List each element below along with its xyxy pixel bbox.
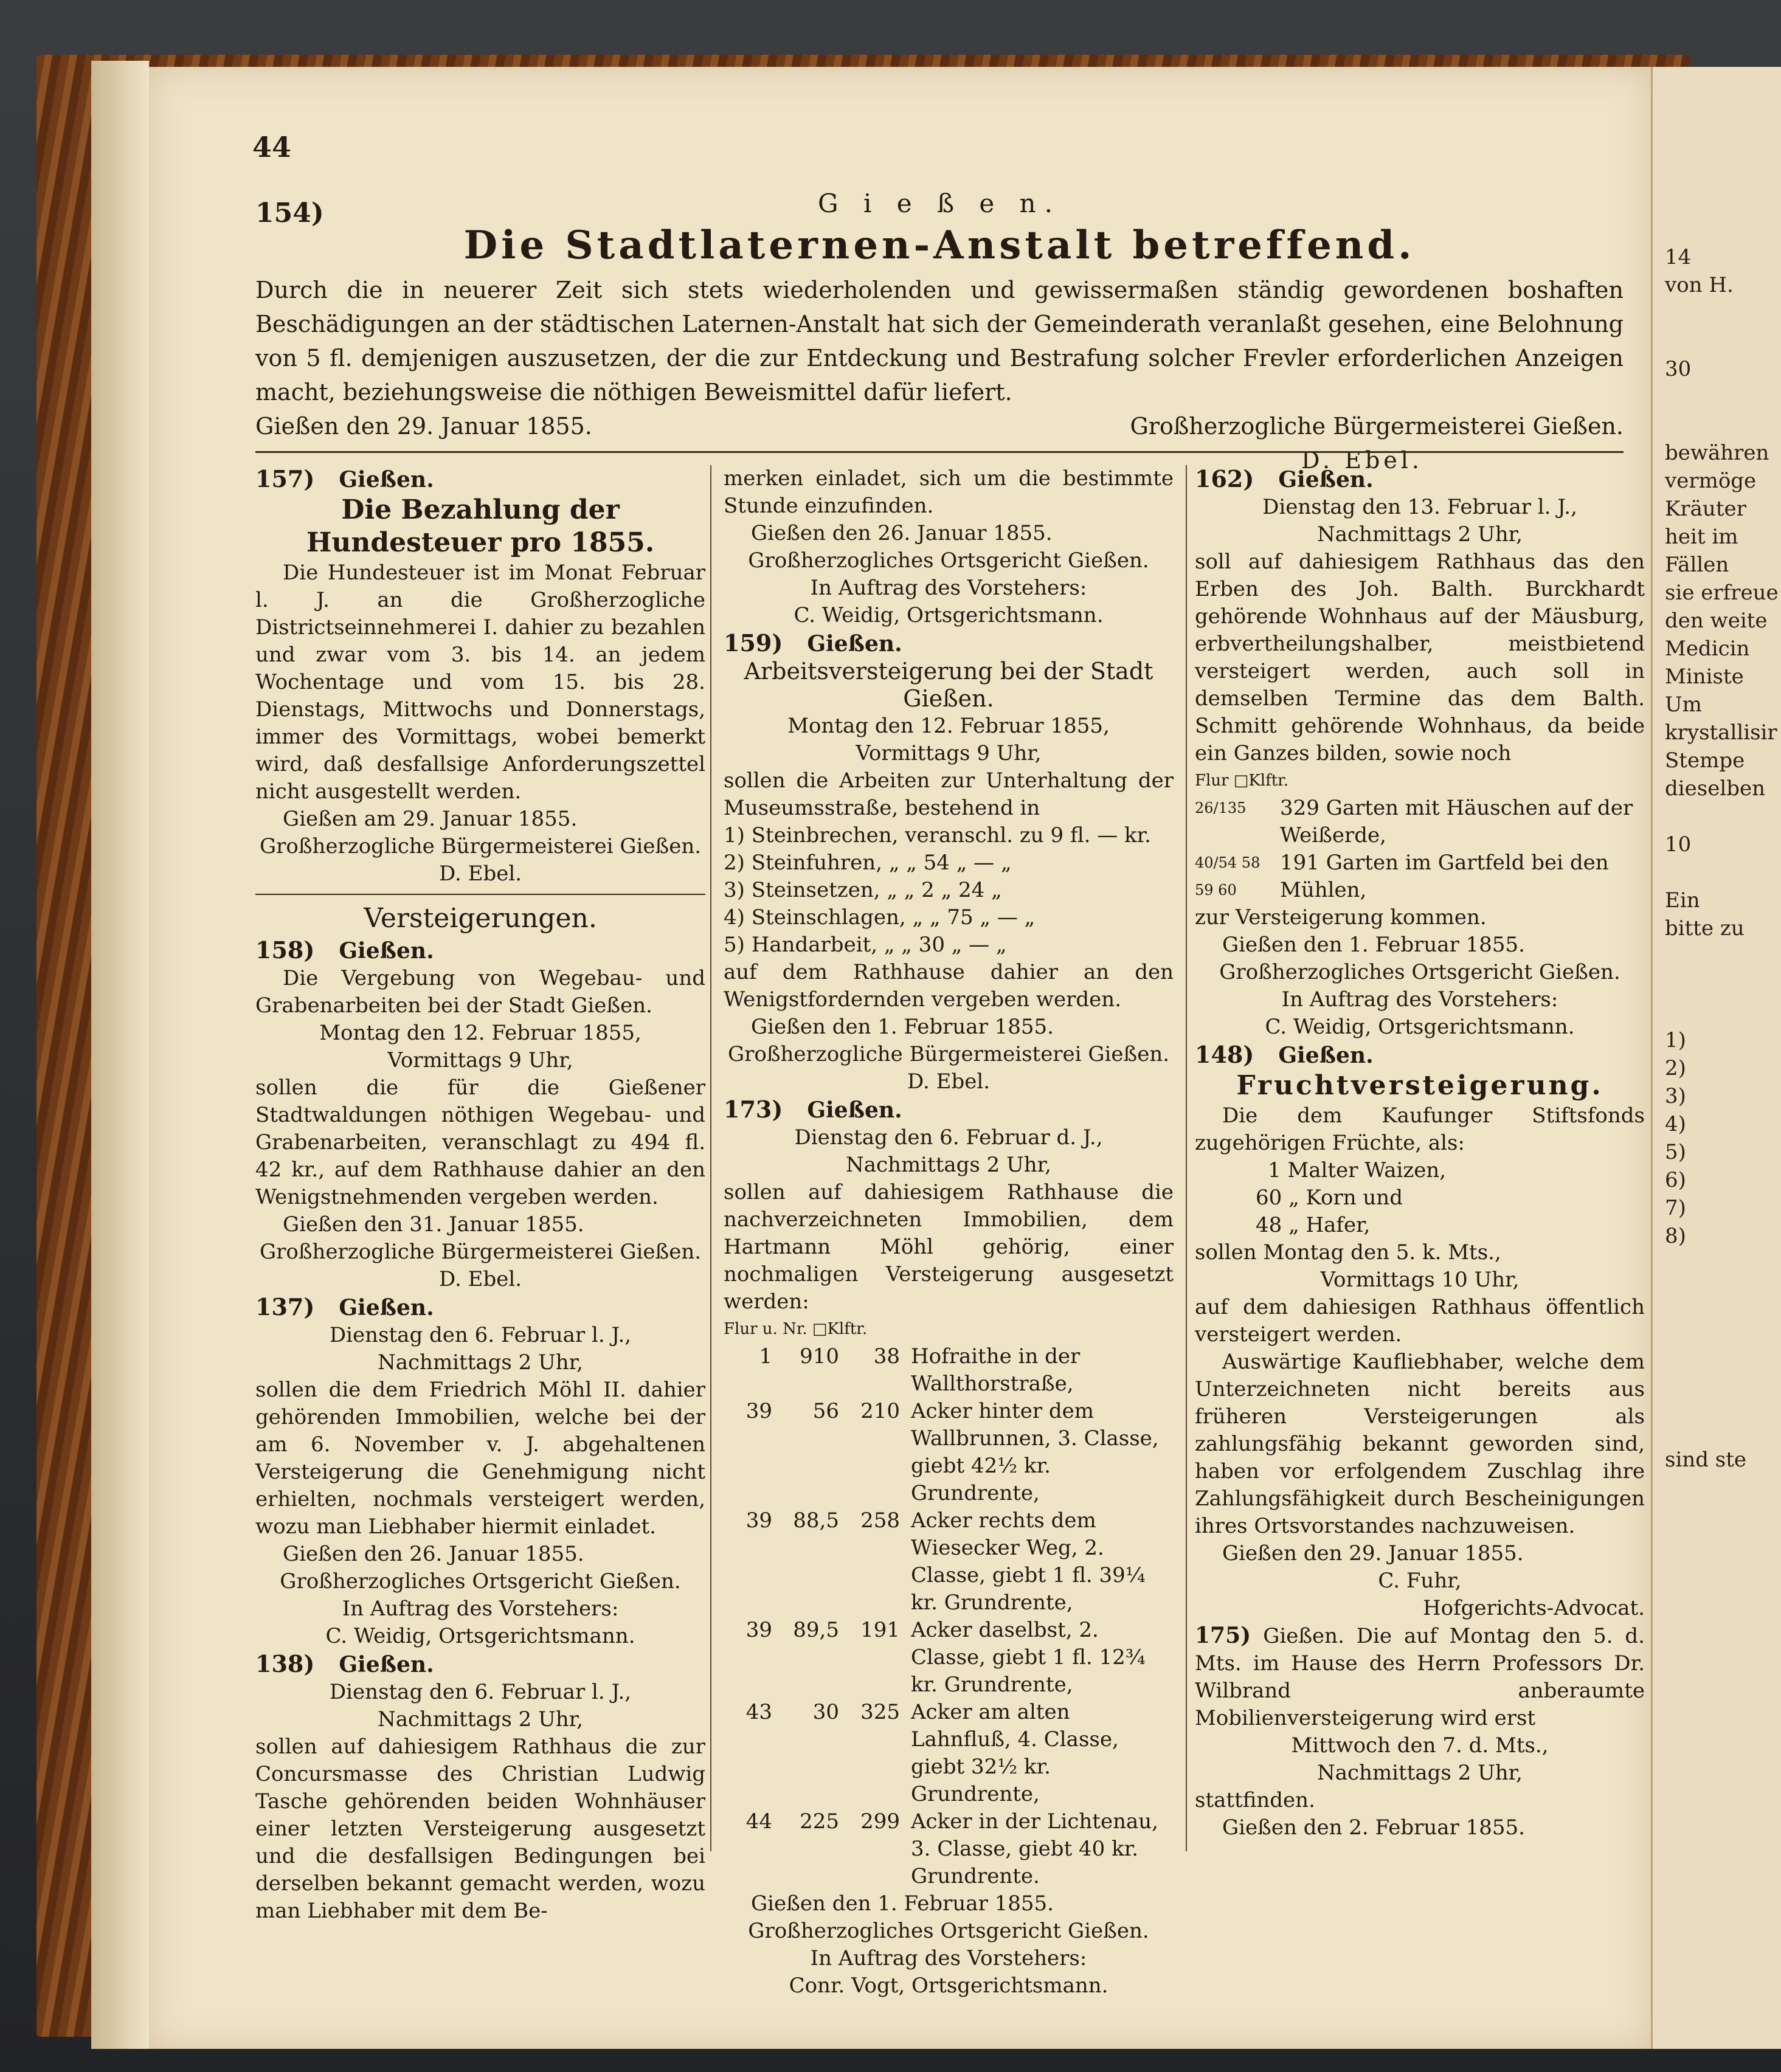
table-cell: 210	[860, 1399, 900, 1423]
header-rule	[255, 451, 1624, 453]
notice-body: merken einladet, sich um die bestimmte Stunde einzufinden.	[724, 466, 1174, 518]
notice-city: Gießen.	[1278, 1043, 1374, 1068]
notice-time: Nachmittags 2 Uhr,	[845, 1153, 1051, 1177]
table-cell: 40/54 58 59 60	[1195, 854, 1261, 899]
notice-office: Großherzogliche Bürgermeisterei Gießen.	[727, 1042, 1170, 1066]
list-item: 5) Handarbeit, „ „ 30 „ — „	[724, 933, 1007, 957]
notice-time: Nachmittags 2 Uhr,	[377, 1350, 583, 1375]
notice-signer: D. Ebel.	[1301, 447, 1423, 474]
column-separator	[710, 465, 711, 1851]
notice-date: Gießen den 31. Januar 1855.	[283, 1212, 584, 1237]
notice-date: Gießen den 1. Februar 1855.	[751, 1015, 1054, 1039]
notice-city: Gießen.	[807, 1097, 902, 1123]
notice-body: Die Vergebung von Wegebau- und Grabenarbeiten bei der Stadt Gießen.	[255, 966, 705, 1018]
notice-city: Gießen.	[339, 938, 434, 964]
notice-number: 138)	[255, 1650, 315, 1677]
table-cell: 191 Garten im Gartfeld bei den Mühlen,	[1280, 851, 1609, 902]
table-cell: 88,5	[793, 1508, 839, 1533]
notice-number: 158)	[255, 936, 315, 964]
notice-time: Nachmittags 2 Uhr,	[1316, 1761, 1523, 1785]
notice-body: auf dem dahiesigen Rathhaus öffentlich versteigert werden.	[1195, 1295, 1645, 1347]
notice-time: Vormittags 9 Uhr,	[856, 741, 1042, 765]
table-cell: 39	[745, 1508, 772, 1533]
column-2	[724, 465, 1174, 2000]
notice-time: Vormittags 10 Uhr,	[1320, 1268, 1520, 1292]
notice-commission: In Auftrag des Vorstehers:	[1281, 987, 1558, 1012]
notice-date: Gießen den 26. Januar 1855.	[751, 521, 1053, 545]
notice-body: Durch die in neuerer Zeit sich stets wiederholenden und gewissermaßen ständig gewordenen boshaften Beschädigungen an der städtischen Laternen-Anstalt hat sich der Gemeinderath veranlaßt gesehen, eine Belohnung von 5 fl. demjenigen auszusetzen, der die zur Entdeckung und Bestrafung solcher Frevler erforderlichen Anzeigen macht, beziehungsweise die nöthigen Beweismittel dafür liefert.	[255, 277, 1624, 406]
list-item: 60 „ Korn und	[1256, 1186, 1403, 1210]
list-item: 48 „ Hafer,	[1256, 1213, 1371, 1237]
notice-date: Gießen den 1. Februar 1855.	[1222, 933, 1525, 957]
property-table	[724, 1343, 1174, 1890]
notice-city: Gießen.	[339, 1652, 434, 1677]
notice-title: Fruchtversteigerung.	[1236, 1070, 1603, 1101]
notice-time: Nachmittags 2 Uhr,	[377, 1707, 583, 1732]
notice-date: Dienstag den 6. Februar d. J.,	[794, 1125, 1103, 1150]
notice-body: sollen die für die Gießener Stadtwaldungen nöthigen Wegebau- und Grabenarbeiten, veranschlagt zu 494 fl. 42 kr., auf dem Rathhause dahier an den Wenigstnehmenden vergeben werden.	[255, 1076, 705, 1209]
notice-office: Großherzogliches Ortsgericht Gießen.	[748, 1919, 1149, 1943]
table-row	[724, 1507, 1174, 1617]
notice-number: 159)	[724, 629, 783, 657]
list-item: 3) Steinsetzen, „ „ 2 „ 24 „	[724, 878, 1002, 902]
table-header: Flur u. Nr. □Klftr.	[724, 1320, 868, 1338]
notice-office: Großherzogliches Ortsgericht Gießen.	[1219, 960, 1620, 984]
notice-signer: D. Ebel.	[907, 1069, 991, 1094]
notice-footer	[255, 409, 1624, 443]
section-rule	[255, 894, 705, 895]
notice-body: Die Hundesteuer ist im Monat Februar l. J. an die Großherzogliche Districtseinnehmerei I. dahier zu bezahlen und zwar vom 3. bis 14. an jedem Wochentage und vom 15. bis 28. Dienstags, Mittwochs und Donnerstags, immer des Vormittags, wobei bemerkt wird, daß desfallsige Anforderungszettel nicht ausgestellt werden.	[255, 561, 705, 804]
table-cell: 225	[800, 1809, 839, 1834]
notice-number: 154)	[255, 198, 324, 229]
notice-title: Arbeitsversteigerung bei der Stadt Gießen.	[744, 658, 1153, 712]
table-cell: 191	[860, 1618, 900, 1642]
notice-signer-title: Hofgerichts-Advocat.	[1422, 1596, 1645, 1620]
notice-time: Nachmittags 2 Uhr,	[1316, 522, 1523, 547]
facing-page	[1651, 67, 1781, 2049]
list-item: 1 Malter Waizen,	[1268, 1158, 1447, 1183]
notice-body: sollen die Arbeiten zur Unterhaltung der Museumsstraße, bestehend in	[724, 768, 1174, 820]
notice-city: Gießen.	[339, 467, 434, 492]
table-cell: 910	[800, 1344, 839, 1369]
notice-city: G i e ß e n.	[818, 188, 1061, 218]
notice-office: Großherzogliche Bürgermeisterei Gießen.	[259, 834, 702, 858]
notice-body: Auswärtige Kaufliebhaber, welche dem Unterzeichneten nicht bereits aus früheren Versteigerungen als zahlungsfähig bekannt geworden sind, haben vor erfolgendem Zuschlag ihre Zahlungsfähigkeit durch Bescheinigungen ihres Ortsvorstandes nachzuweisen.	[1195, 1350, 1645, 1538]
notice-signer: D. Ebel.	[438, 1267, 522, 1291]
notice-city: Gießen.	[807, 631, 902, 657]
table-cell: 39	[745, 1618, 772, 1642]
notice-date: Gießen den 2. Februar 1855.	[1222, 1815, 1525, 1840]
column-separator	[1186, 465, 1187, 1851]
table-cell: 56	[812, 1399, 839, 1423]
notice-date: Gießen den 29. Januar 1855.	[1222, 1541, 1524, 1566]
notice-number: 157)	[255, 465, 315, 492]
notice-body: sollen auf dahiesigem Rathhaus die zur Concursmasse des Christian Ludwig Tasche gehörenden beiden Wohnhäuser einer letzten Versteigerung ausgesetzt und die desfallsigen Bedingungen bei derselben bekannt gemacht werden, wozu man Liebhaber mit dem Be-	[255, 1735, 705, 1923]
table-cell: 89,5	[793, 1618, 839, 1642]
notice-office: Großherzogliche Bürgermeisterei Gießen.	[1130, 413, 1624, 440]
notice-date: Montag den 12. Februar 1855,	[319, 1021, 642, 1045]
table-cell: 30	[812, 1700, 839, 1724]
notice-body: sollen auf dahiesigem Rathhause die nachverzeichneten Immobilien, dem Hartmann Möhl gehörig, einer nochmaligen Versteigerung ausgesetzt werden:	[724, 1180, 1174, 1314]
notice-title: Die Stadtlaternen-Anstalt betreffend.	[463, 223, 1416, 268]
table-cell: 329 Garten mit Häuschen auf der Weißerde,	[1280, 796, 1633, 848]
table-cell: 1	[759, 1344, 772, 1369]
table-row	[724, 1617, 1174, 1699]
list-item: 1) Steinbrechen, veranschl. zu 9 fl. — kr.	[724, 823, 1151, 848]
notice-commission: In Auftrag des Vorstehers:	[810, 1946, 1087, 1970]
notice-title: Die Bezahlung der Hundesteuer pro 1855.	[306, 494, 655, 558]
notice-number: 162)	[1195, 465, 1254, 492]
table-row	[1195, 795, 1645, 849]
table-cell: 299	[860, 1809, 900, 1834]
table-cell: 26/135	[1195, 799, 1247, 817]
table-cell: 258	[860, 1508, 900, 1533]
table-row	[724, 1398, 1174, 1507]
table-cell: 39	[745, 1399, 772, 1423]
notice-body: sollen die dem Friedrich Möhl II. dahier gehörenden Immobilien, welche bei der am 6. November v. J. abgehaltenen Versteigerung die Genehmigung nicht erhielten, nochmals versteigert werden, wozu man Liebhaber hiermit einladet.	[255, 1378, 705, 1539]
notice-time: Vormittags 9 Uhr,	[387, 1048, 573, 1072]
table-cell: Acker daselbst, 2. Classe, giebt 1 fl. 12¾ kr. Grundrente,	[911, 1618, 1146, 1697]
lead-notice	[255, 185, 1624, 477]
notice-signer: C. Fuhr,	[1378, 1569, 1462, 1593]
notice-body: stattfinden.	[1195, 1788, 1315, 1812]
table-cell: Acker am alten Lahnfluß, 4. Classe, giebt 32½ kr. Grundrente,	[911, 1700, 1119, 1806]
table-cell: Acker in der Lichtenau, 3. Classe, giebt 40 kr. Grundrente.	[911, 1809, 1158, 1888]
notice-date: Gießen am 29. Januar 1855.	[283, 807, 578, 831]
notice-body: auf dem Rathhause dahier an den Wenigstfordernden vergeben werden.	[724, 960, 1174, 1012]
notice-city: Gießen.	[1278, 467, 1374, 492]
column-3	[1195, 465, 1645, 1842]
notice-number: 173)	[724, 1096, 783, 1123]
notice-body: zur Versteigerung kommen.	[1195, 905, 1487, 930]
notice-date: Gießen den 29. Januar 1855.	[255, 413, 592, 440]
table-cell: 44	[745, 1809, 772, 1834]
table-cell: 325	[860, 1700, 900, 1724]
table-header: Flur □Klftr.	[1195, 772, 1289, 790]
table-row	[1195, 849, 1645, 904]
notice-signer: Conr. Vogt, Ortsgerichtsmann.	[789, 1974, 1108, 1998]
notice-commission: In Auftrag des Vorstehers:	[810, 576, 1087, 600]
table-cell: Hofraithe in der Wallthorstraße,	[911, 1344, 1081, 1396]
notice-date: Dienstag den 6. Februar l. J.,	[329, 1323, 632, 1347]
notice-signer: C. Weidig, Ortsgerichtsmann.	[325, 1624, 635, 1648]
notice-body: Gießen. Die auf Montag den 5. d. Mts. im Hause des Herrn Professors Dr. Wilbrand anberaumte Mobilienversteigerung wird erst	[1195, 1624, 1645, 1730]
notice-date: Gießen den 1. Februar 1855.	[751, 1891, 1054, 1916]
notice-date: Dienstag den 13. Februar l. J.,	[1262, 495, 1577, 519]
notice-body: Die dem Kaufunger Stiftsfonds zugehörigen Früchte, als:	[1195, 1103, 1645, 1155]
facing-page-text: 14 von H. 30 bewähren vermöge Kräuter heit im Fällen sie erfreue den weite Medicin Ministe Um krystallisir Stempe dieselben 10 Ein bitte zu 1) 2) 3) 4) 5) 6) 7) 8) sind ste	[1665, 245, 1779, 1472]
table-row	[724, 1699, 1174, 1808]
column-1	[255, 465, 705, 1925]
notice-office: Großherzogliches Ortsgericht Gießen.	[280, 1569, 681, 1594]
table-cell: Acker hinter dem Wallbrunnen, 3. Classe, giebt 42½ kr. Grundrente,	[911, 1399, 1159, 1505]
notice-commission: In Auftrag des Vorstehers:	[342, 1597, 619, 1621]
notice-date: Gießen den 26. Januar 1855.	[283, 1542, 584, 1566]
notice-office: Großherzogliche Bürgermeisterei Gießen.	[259, 1240, 702, 1264]
table-row	[724, 1343, 1174, 1398]
notice-date: Montag den 12. Februar 1855,	[787, 714, 1110, 738]
notice-number: 175)	[1195, 1623, 1251, 1648]
work-items-list	[724, 822, 1174, 959]
notice-signer: D. Ebel.	[438, 862, 522, 886]
notice-signer: C. Weidig, Ortsgerichtsmann.	[794, 603, 1104, 627]
section-heading: Versteigerungen.	[364, 903, 597, 934]
table-cell: 38	[873, 1344, 900, 1369]
notice-date: Mittwoch den 7. d. Mts.,	[1291, 1733, 1549, 1758]
table-cell: 43	[745, 1700, 772, 1724]
notice-city: Gießen.	[339, 1295, 434, 1321]
notice-body: soll auf dahiesigem Rathhaus das den Erben des Joh. Balth. Burckhardt gehörende Wohnhaus auf der Mäusburg, erbvertheilungshalber, meistbietend versteigert werden, auch soll in demselben Termine das dem Balth. Schmitt gehörende Wohnhaus, da beide ein Ganzes bilden, sowie noch	[1195, 550, 1645, 765]
list-item: 4) Steinschlagen, „ „ 75 „ — „	[724, 905, 1036, 930]
notice-date: Dienstag den 6. Februar l. J.,	[329, 1680, 632, 1704]
notice-number: 148)	[1195, 1041, 1254, 1068]
page-number: 44	[252, 131, 292, 164]
page-gutter	[91, 61, 149, 2049]
notice-number: 137)	[255, 1293, 315, 1321]
table-row	[724, 1808, 1174, 1890]
list-item: 2) Steinfuhren, „ „ 54 „ — „	[724, 851, 1012, 875]
table-cell: Acker rechts dem Wiesecker Weg, 2. Classe, giebt 1 fl. 39¼ kr. Grundrente,	[911, 1508, 1146, 1615]
notice-date: sollen Montag den 5. k. Mts.,	[1195, 1240, 1501, 1265]
notice-signer: C. Weidig, Ortsgerichtsmann.	[1265, 1015, 1575, 1039]
notice-office: Großherzogliches Ortsgericht Gießen.	[748, 548, 1149, 573]
